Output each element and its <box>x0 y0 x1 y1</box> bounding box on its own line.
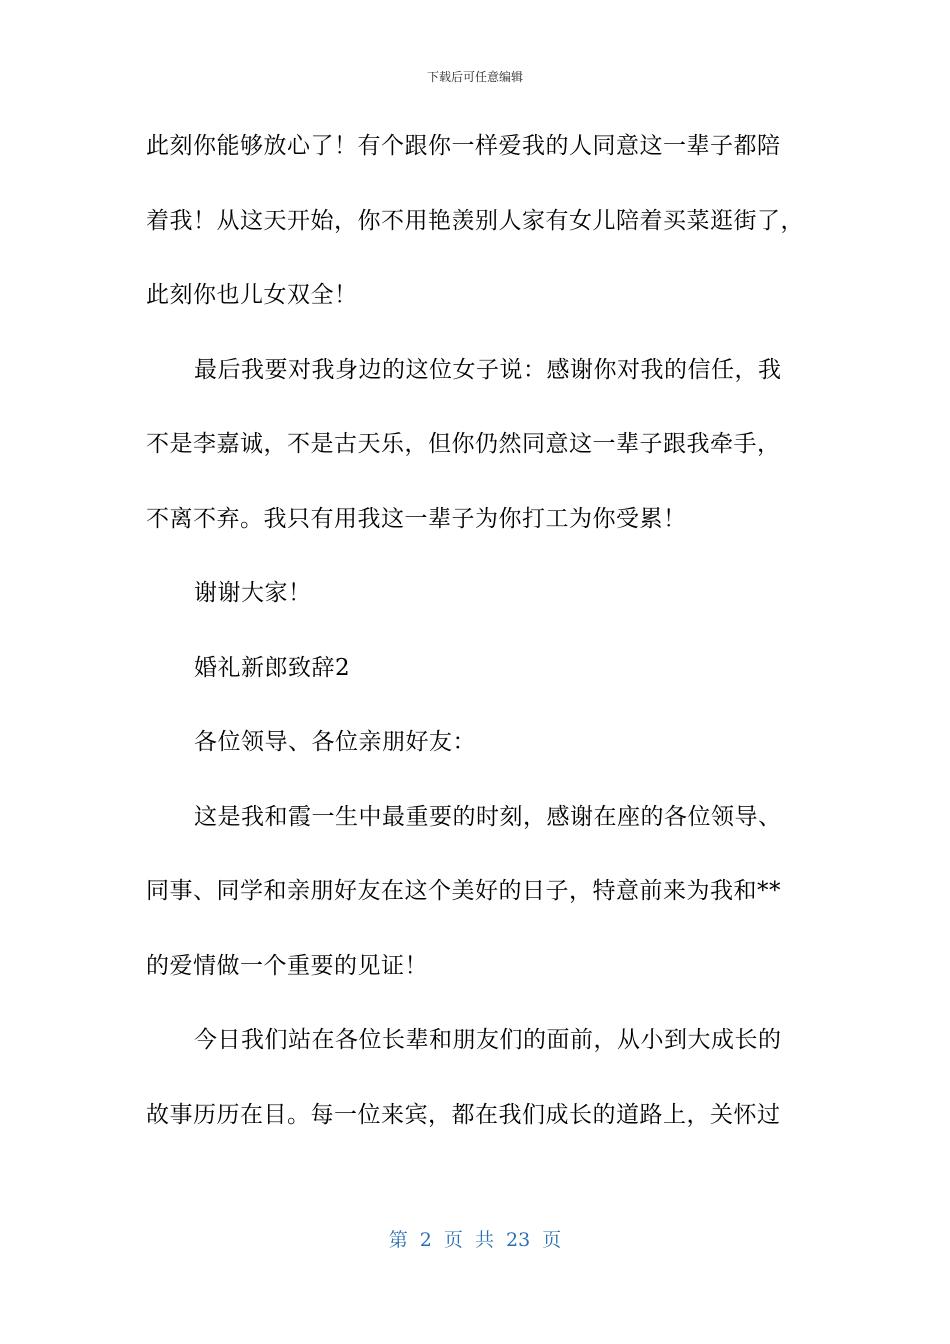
text-line: 着我！从这天开始，你不用艳羡别人家有女儿陪着买菜逛街了， <box>146 207 804 234</box>
text-line: 今日我们站在各位长辈和朋友们的面前，从小到大成长的 <box>194 1027 782 1053</box>
text-line: 故事历历在目。每一位来宾，都在我们成长的道路上，关怀过 <box>146 1101 781 1128</box>
text-line: 此刻你能够放心了！有个跟你一样爱我的人同意这一辈子都陪 <box>146 133 781 159</box>
text-line: 同事、同学和亲朋好友在这个美好的日子，特意前来为我和** <box>146 878 781 904</box>
document-body <box>146 122 806 1165</box>
text-line: 不是李嘉诚，不是古天乐，但你仍然同意这一辈子跟我牵手， <box>146 431 781 457</box>
page-footer: 第 2 页 共 23 页 <box>388 1229 562 1251</box>
text-line: 最后我要对我身边的这位女子说：感谢你对我的信任，我 <box>194 356 782 383</box>
text-line: 这是我和霞一生中最重要的时刻，感谢在座的各位领导、 <box>194 803 782 830</box>
page-header: 下载后可任意编辑 <box>426 70 523 84</box>
text-line: 此刻你也儿女双全！ <box>146 282 358 308</box>
text-line: 谢谢大家！ <box>194 580 312 606</box>
salutation: 各位领导、各位亲朋好友： <box>194 729 476 755</box>
section-heading: 婚礼新郎致辞2 <box>194 654 351 681</box>
text-line: 的爱情做一个重要的见证！ <box>146 952 428 979</box>
text-line: 不离不弃。我只有用我这一辈子为你打工为你受累！ <box>146 505 687 532</box>
